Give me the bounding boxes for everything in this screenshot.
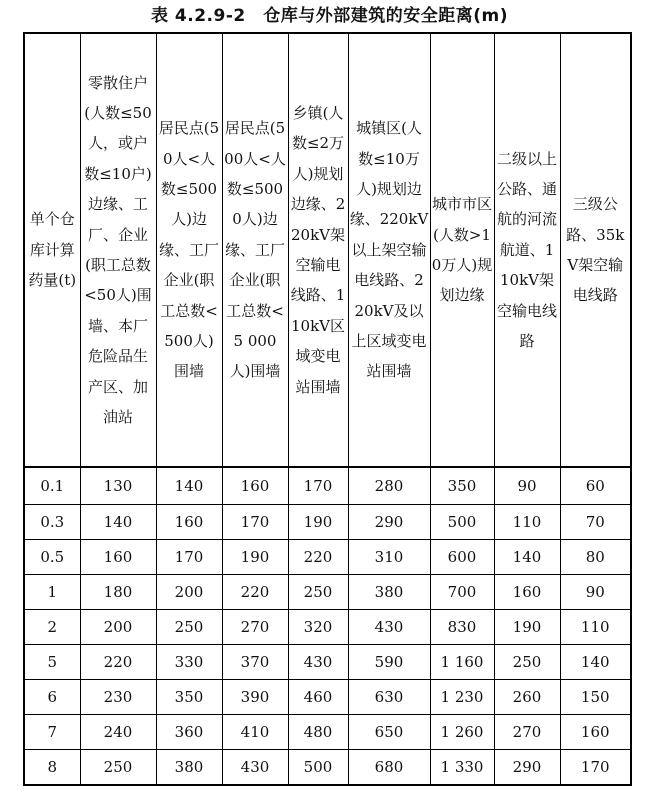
distance-cell: 250 <box>288 575 348 610</box>
header-label: 三级公路、35kV架空输电线路 <box>566 195 625 305</box>
table-row <box>24 715 631 750</box>
distance-cell: 700 <box>430 575 494 610</box>
distance-cell: 110 <box>494 505 560 540</box>
distance-cell: 680 <box>348 750 430 786</box>
distance-cell: 170 <box>156 540 222 575</box>
distance-cell: 630 <box>348 680 430 715</box>
distance-cell: 240 <box>80 715 156 750</box>
header-cell-township <box>288 33 348 467</box>
distance-cell: 430 <box>348 610 430 645</box>
charge-cell: 0.3 <box>24 505 80 540</box>
charge-cell: 0.1 <box>24 467 80 505</box>
distance-cell: 140 <box>560 645 631 680</box>
charge-cell: 8 <box>24 750 80 786</box>
distance-cell: 190 <box>288 505 348 540</box>
distance-cell: 370 <box>222 645 288 680</box>
header-cell-tertiary-road <box>560 33 631 467</box>
header-label: 城市市区(人数>10万人)规划边缘 <box>431 195 493 305</box>
distance-cell: 90 <box>494 467 560 505</box>
charge-cell: 7 <box>24 715 80 750</box>
distance-cell: 270 <box>222 610 288 645</box>
header-row <box>24 33 631 467</box>
header-cell-town-district <box>348 33 430 467</box>
distance-cell: 200 <box>80 610 156 645</box>
distance-cell: 590 <box>348 645 430 680</box>
distance-cell: 190 <box>222 540 288 575</box>
distance-cell: 430 <box>222 750 288 786</box>
header-label: 二级以上公路、通航的河流航道、110kV架空输电线路 <box>496 149 557 351</box>
header-cell-urban-district <box>430 33 494 467</box>
table-body <box>24 467 631 785</box>
header-label: 居民点(50人<人数≤500人)边缘、工厂企业(职工总数<500人)围墙 <box>158 119 220 381</box>
header-cell-scattered-households <box>80 33 156 467</box>
distance-cell: 250 <box>156 610 222 645</box>
distance-cell: 180 <box>80 575 156 610</box>
distance-cell: 230 <box>80 680 156 715</box>
safety-distance-table <box>23 32 632 786</box>
distance-cell: 140 <box>494 540 560 575</box>
distance-cell: 500 <box>430 505 494 540</box>
table-row <box>24 645 631 680</box>
distance-cell: 110 <box>560 610 631 645</box>
header-label: 城镇区(人数≤10万人)规划边缘、220kV以上架空输电线路、220kV及以上区域变电站围墙 <box>349 119 429 381</box>
distance-cell: 250 <box>80 750 156 786</box>
distance-cell: 320 <box>288 610 348 645</box>
header-cell-charge <box>24 33 80 467</box>
header-label: 居民点(500人<人数≤5000人)边缘、工厂企业(职工总数<5 000人)围墙 <box>224 119 286 381</box>
header-label: 乡镇(人数≤2万人)规划边缘、220kV架空输电线路、110kV区域变电站围墙 <box>290 103 346 396</box>
distance-cell: 1 160 <box>430 645 494 680</box>
distance-cell: 150 <box>560 680 631 715</box>
distance-cell: 1 330 <box>430 750 494 786</box>
distance-cell: 410 <box>222 715 288 750</box>
distance-cell: 380 <box>156 750 222 786</box>
distance-cell: 430 <box>288 645 348 680</box>
distance-cell: 260 <box>494 680 560 715</box>
distance-cell: 360 <box>156 715 222 750</box>
distance-cell: 250 <box>494 645 560 680</box>
distance-cell: 830 <box>430 610 494 645</box>
distance-cell: 270 <box>494 715 560 750</box>
table-caption: 表 4.2.9-2 仓库与外部建筑的安全距离(m) <box>151 6 508 26</box>
distance-cell: 280 <box>348 467 430 505</box>
distance-cell: 160 <box>80 540 156 575</box>
distance-cell: 650 <box>348 715 430 750</box>
charge-cell: 6 <box>24 680 80 715</box>
table-row <box>24 680 631 715</box>
distance-cell: 220 <box>288 540 348 575</box>
distance-cell: 390 <box>222 680 288 715</box>
header-label: 单个仓库计算药量(t) <box>28 210 77 290</box>
distance-cell: 160 <box>560 715 631 750</box>
charge-cell: 0.5 <box>24 540 80 575</box>
distance-cell: 140 <box>80 505 156 540</box>
distance-cell: 190 <box>494 610 560 645</box>
charge-cell: 1 <box>24 575 80 610</box>
distance-cell: 220 <box>80 645 156 680</box>
header-cell-residential-5000 <box>222 33 288 467</box>
distance-cell: 220 <box>222 575 288 610</box>
distance-cell: 160 <box>494 575 560 610</box>
distance-cell: 350 <box>430 467 494 505</box>
distance-cell: 460 <box>288 680 348 715</box>
distance-cell: 380 <box>348 575 430 610</box>
table-row <box>24 505 631 540</box>
table-row <box>24 750 631 786</box>
distance-cell: 160 <box>156 505 222 540</box>
distance-cell: 170 <box>288 467 348 505</box>
distance-cell: 90 <box>560 575 631 610</box>
table-row <box>24 540 631 575</box>
header-label: 零散住户(人数≤50人，或户数≤10户)边缘、工厂、企业(职工总数<50人)围墙、本厂危险品生产区、加油站 <box>84 73 152 427</box>
charge-cell: 2 <box>24 610 80 645</box>
header-cell-residential-500 <box>156 33 222 467</box>
distance-cell: 330 <box>156 645 222 680</box>
distance-cell: 350 <box>156 680 222 715</box>
distance-cell: 60 <box>560 467 631 505</box>
distance-cell: 200 <box>156 575 222 610</box>
distance-cell: 170 <box>560 750 631 786</box>
distance-cell: 130 <box>80 467 156 505</box>
distance-cell: 70 <box>560 505 631 540</box>
distance-cell: 170 <box>222 505 288 540</box>
distance-cell: 290 <box>494 750 560 786</box>
distance-cell: 600 <box>430 540 494 575</box>
header-cell-secondary-road <box>494 33 560 467</box>
distance-cell: 500 <box>288 750 348 786</box>
table-row <box>24 467 631 505</box>
distance-cell: 290 <box>348 505 430 540</box>
distance-cell: 80 <box>560 540 631 575</box>
distance-cell: 1 260 <box>430 715 494 750</box>
distance-cell: 140 <box>156 467 222 505</box>
distance-cell: 480 <box>288 715 348 750</box>
distance-cell: 1 230 <box>430 680 494 715</box>
charge-cell: 5 <box>24 645 80 680</box>
distance-cell: 310 <box>348 540 430 575</box>
table-row <box>24 610 631 645</box>
distance-cell: 160 <box>222 467 288 505</box>
table-row <box>24 575 631 610</box>
